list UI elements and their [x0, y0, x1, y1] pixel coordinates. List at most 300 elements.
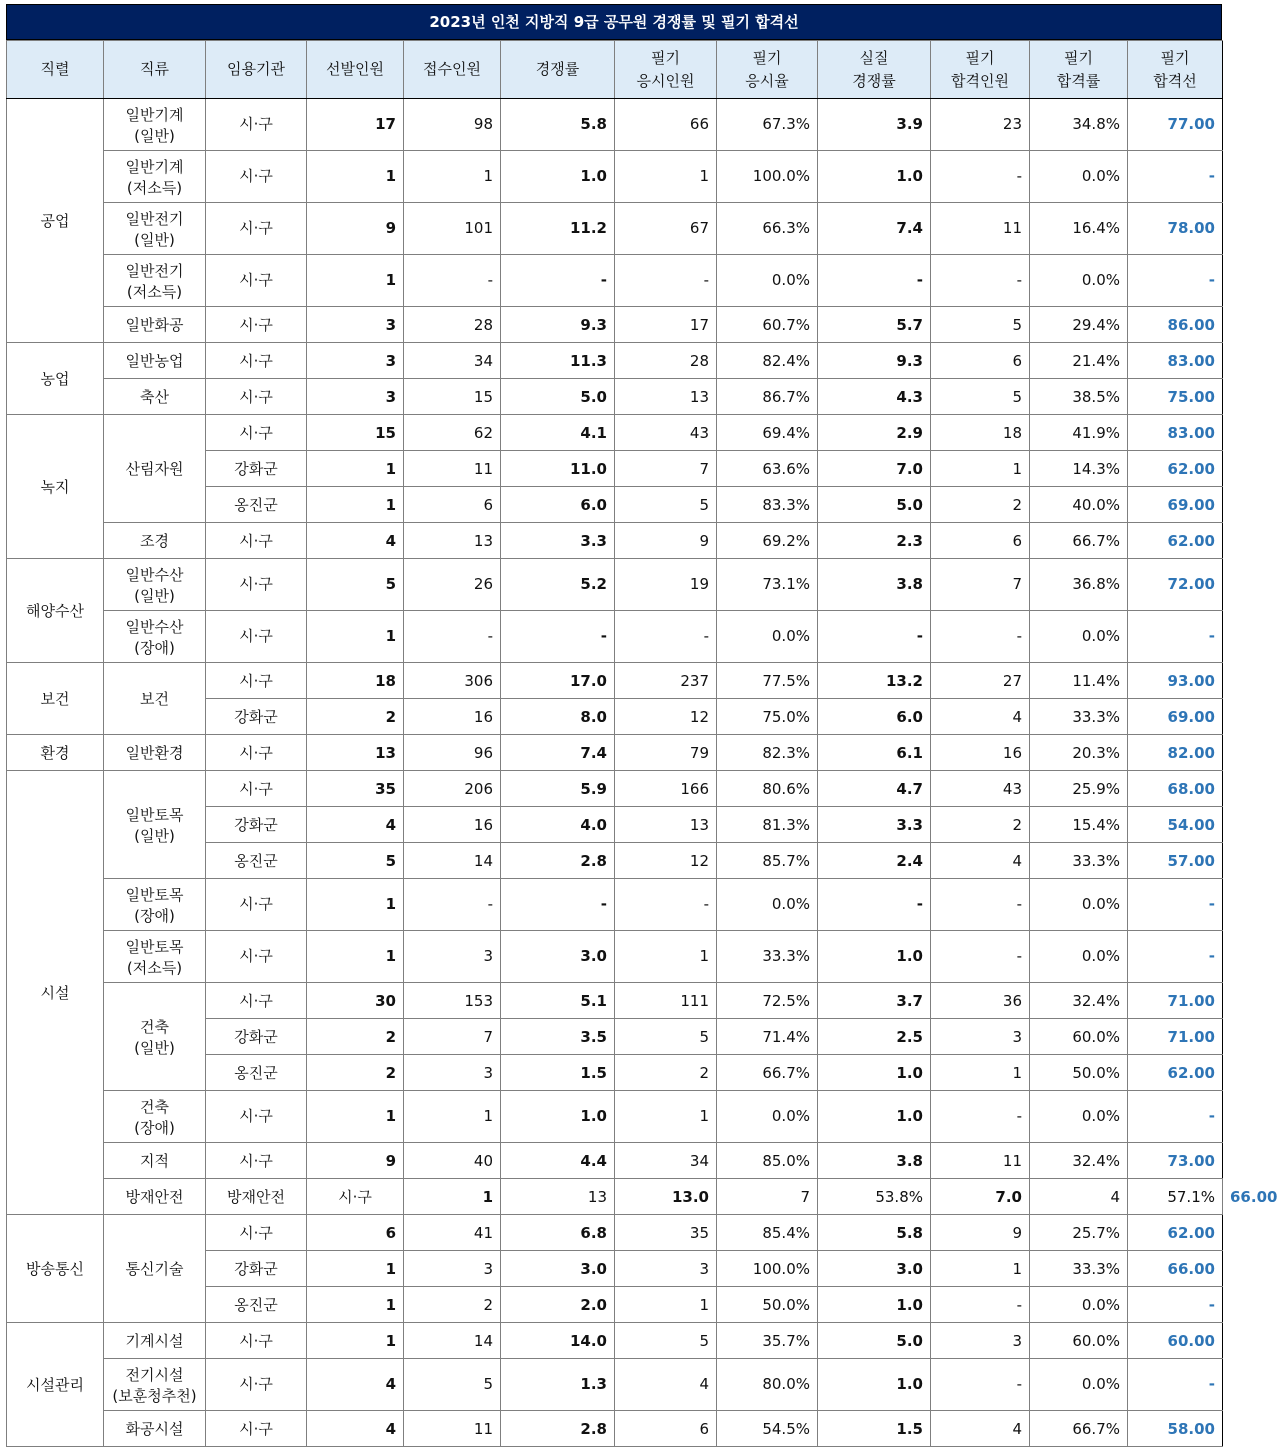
pass-rate: 14.3%	[1030, 451, 1128, 487]
kind-text: (장애)	[134, 1118, 175, 1137]
kind-text: 화공시설	[125, 1420, 184, 1438]
kind-text: 산림자원	[125, 460, 184, 478]
real-competition-rate: 4.7	[818, 771, 931, 807]
applicant-count: 62	[404, 415, 501, 451]
real-competition-rate: 3.8	[818, 1143, 931, 1179]
passed-count: 1	[931, 1251, 1030, 1287]
table-row	[7, 611, 1223, 663]
pass-rate: 60.0%	[1030, 1019, 1128, 1055]
pass-rate: 32.4%	[1030, 983, 1128, 1019]
real-competition-rate: 4.3	[818, 379, 931, 415]
applicant-count: 3	[404, 931, 501, 983]
selected-count: 4	[307, 523, 404, 559]
selected-count: 3	[307, 379, 404, 415]
kind-text: 조경	[140, 532, 169, 550]
kind-text: 일반수산	[125, 565, 184, 584]
competition-rate: 2.8	[501, 1411, 615, 1447]
pass-rate: 41.9%	[1030, 415, 1128, 451]
org-cell: 시·구	[206, 931, 307, 983]
kind-cell	[104, 879, 206, 931]
kind-cell	[104, 983, 206, 1091]
applicant-count: -	[404, 255, 501, 307]
passed-count: 4	[931, 699, 1030, 735]
selected-count: 1	[307, 931, 404, 983]
kind-text: 축산	[140, 388, 169, 406]
kind-text: (저소득)	[126, 282, 183, 301]
kind-cell	[104, 343, 206, 379]
pass-rate: 60.0%	[1030, 1323, 1128, 1359]
applicant-count: 16	[404, 807, 501, 843]
org-cell: 시·구	[206, 1143, 307, 1179]
org-cell: 시·구	[206, 1091, 307, 1143]
exam-taker-count: 12	[615, 699, 717, 735]
cutoff-score: -	[1128, 255, 1223, 307]
kind-cell	[104, 611, 206, 663]
exam-taking-rate: 67.3%	[717, 99, 818, 151]
pass-rate: 36.8%	[1030, 559, 1128, 611]
kind-cell	[104, 151, 206, 203]
series-cell: 방송통신	[7, 1215, 104, 1323]
competition-rate: 9.3	[501, 307, 615, 343]
applicant-count: 6	[404, 487, 501, 523]
kind-text: (일반)	[134, 1038, 175, 1057]
exam-taking-rate: 69.2%	[717, 523, 818, 559]
passed-count: 23	[931, 99, 1030, 151]
kind-text: 일반전기	[125, 261, 184, 280]
exam-taker-count: 4	[615, 1359, 717, 1411]
competition-table	[6, 40, 1277, 1447]
selected-count: 18	[307, 663, 404, 699]
table-row	[7, 983, 1223, 1019]
kind-text: 건축	[140, 1017, 169, 1036]
selected-count: 2	[307, 1019, 404, 1055]
selected-count: 5	[307, 843, 404, 879]
cutoff-score: 66.00	[1128, 1251, 1223, 1287]
passed-count: 3	[931, 1019, 1030, 1055]
org-cell: 시·구	[206, 203, 307, 255]
exam-taker-count: 2	[615, 1055, 717, 1091]
exam-taking-rate: 82.3%	[717, 735, 818, 771]
real-competition-rate: 7.0	[931, 1179, 1030, 1215]
table-row	[7, 735, 1223, 771]
real-competition-rate: 2.3	[818, 523, 931, 559]
org-cell: 시·구	[206, 523, 307, 559]
pass-rate: 57.1%	[1128, 1179, 1223, 1215]
real-competition-rate: 1.0	[818, 1091, 931, 1143]
org-cell: 시·구	[206, 307, 307, 343]
column-header-text: 응시율	[745, 71, 789, 90]
series-cell: 농업	[7, 343, 104, 415]
pass-rate: 50.0%	[1030, 1055, 1128, 1091]
kind-cell	[104, 771, 206, 879]
kind-text: (일반)	[134, 230, 175, 249]
org-cell: 강화군	[206, 1019, 307, 1055]
passed-count: 6	[931, 523, 1030, 559]
exam-taker-count: 43	[615, 415, 717, 451]
org-cell: 시·구	[206, 1323, 307, 1359]
selected-count: 2	[307, 1055, 404, 1091]
real-competition-rate: 3.9	[818, 99, 931, 151]
exam-taker-count: 3	[615, 1251, 717, 1287]
pass-rate: 0.0%	[1030, 1287, 1128, 1323]
column-header	[1030, 41, 1128, 99]
selected-count: 30	[307, 983, 404, 1019]
kind-text: 일반환경	[125, 744, 184, 762]
cutoff-score: 86.00	[1128, 307, 1223, 343]
exam-taking-rate: 85.0%	[717, 1143, 818, 1179]
competition-rate: -	[501, 611, 615, 663]
exam-taker-count: 5	[615, 487, 717, 523]
selected-count: 1	[307, 1287, 404, 1323]
series-cell: 해양수산	[7, 559, 104, 663]
table-row	[7, 931, 1223, 983]
passed-count: 16	[931, 735, 1030, 771]
competition-rate: 3.3	[501, 523, 615, 559]
pass-rate: 11.4%	[1030, 663, 1128, 699]
column-header	[501, 41, 615, 99]
pass-rate: 20.3%	[1030, 735, 1128, 771]
competition-rate: 2.8	[501, 843, 615, 879]
cutoff-score: -	[1128, 1359, 1223, 1411]
exam-taker-count: 7	[615, 451, 717, 487]
column-header-text: 필기	[1064, 48, 1093, 67]
column-header-text: 직렬	[40, 60, 70, 78]
real-competition-rate: 6.1	[818, 735, 931, 771]
column-header	[104, 41, 206, 99]
column-header	[931, 41, 1030, 99]
competition-rate: 11.3	[501, 343, 615, 379]
applicant-count: 11	[404, 1411, 501, 1447]
real-competition-rate: 2.9	[818, 415, 931, 451]
competition-rate: 4.0	[501, 807, 615, 843]
org-cell: 시·구	[206, 559, 307, 611]
org-cell: 시·구	[206, 379, 307, 415]
exam-taker-count: 5	[615, 1323, 717, 1359]
passed-count: 2	[931, 807, 1030, 843]
passed-count: -	[931, 1359, 1030, 1411]
applicant-count: -	[404, 611, 501, 663]
selected-count: 1	[307, 1091, 404, 1143]
applicant-count: 16	[404, 699, 501, 735]
applicant-count: 13	[501, 1179, 615, 1215]
exam-taking-rate: 100.0%	[717, 1251, 818, 1287]
kind-text: 일반기계	[125, 105, 184, 124]
real-competition-rate: 5.7	[818, 307, 931, 343]
exam-taking-rate: 33.3%	[717, 931, 818, 983]
table-row	[7, 99, 1223, 151]
applicant-count: 206	[404, 771, 501, 807]
kind-cell	[104, 1143, 206, 1179]
series-cell: 방재안전	[104, 1179, 206, 1215]
column-header	[615, 41, 717, 99]
competition-rate: 2.0	[501, 1287, 615, 1323]
applicant-count: 1	[404, 151, 501, 203]
exam-taking-rate: 35.7%	[717, 1323, 818, 1359]
exam-taking-rate: 63.6%	[717, 451, 818, 487]
column-header	[307, 41, 404, 99]
exam-taker-count: 17	[615, 307, 717, 343]
cutoff-score: 83.00	[1128, 415, 1223, 451]
exam-taking-rate: 0.0%	[717, 879, 818, 931]
exam-taker-count: 34	[615, 1143, 717, 1179]
header-row	[7, 41, 1223, 99]
applicant-count: 3	[404, 1055, 501, 1091]
competition-rate: 5.9	[501, 771, 615, 807]
competition-rate: 3.0	[501, 1251, 615, 1287]
selected-count: 3	[307, 343, 404, 379]
cutoff-score: -	[1128, 611, 1223, 663]
real-competition-rate: 3.0	[818, 1251, 931, 1287]
pass-rate: 32.4%	[1030, 1143, 1128, 1179]
cutoff-score: 71.00	[1128, 1019, 1223, 1055]
column-header-text: 실질	[859, 48, 889, 67]
applicant-count: 96	[404, 735, 501, 771]
passed-count: 9	[931, 1215, 1030, 1251]
competition-rate: 11.2	[501, 203, 615, 255]
selected-count: 1	[307, 1323, 404, 1359]
series-cell: 시설관리	[7, 1323, 104, 1447]
exam-taking-rate: 69.4%	[717, 415, 818, 451]
exam-taker-count: 19	[615, 559, 717, 611]
column-header	[404, 41, 501, 99]
exam-taker-count: 111	[615, 983, 717, 1019]
competition-rate: 17.0	[501, 663, 615, 699]
kind-text: 일반화공	[125, 316, 184, 334]
real-competition-rate: -	[818, 611, 931, 663]
kind-cell	[206, 1179, 307, 1215]
pass-rate: 29.4%	[1030, 307, 1128, 343]
selected-count: 1	[307, 151, 404, 203]
kind-cell	[104, 203, 206, 255]
exam-taking-rate: 85.4%	[717, 1215, 818, 1251]
column-header-text: 경쟁률	[535, 60, 580, 78]
kind-text: (보훈청추천)	[112, 1386, 197, 1405]
competition-rate: -	[501, 879, 615, 931]
exam-taker-count: 1	[615, 151, 717, 203]
selected-count: 1	[307, 1251, 404, 1287]
selected-count: 13	[307, 735, 404, 771]
selected-count: 1	[307, 611, 404, 663]
exam-taker-count: 166	[615, 771, 717, 807]
kind-cell	[104, 523, 206, 559]
org-cell: 강화군	[206, 699, 307, 735]
kind-cell	[104, 1411, 206, 1447]
selected-count: 4	[307, 1411, 404, 1447]
competition-rate: 5.1	[501, 983, 615, 1019]
kind-text: 일반농업	[125, 352, 184, 370]
competition-rate: 1.3	[501, 1359, 615, 1411]
org-cell: 시·구	[206, 1215, 307, 1251]
applicant-count: 28	[404, 307, 501, 343]
kind-cell	[104, 931, 206, 983]
column-header-text: 합격선	[1153, 71, 1197, 90]
selected-count: 1	[307, 451, 404, 487]
cutoff-score: 69.00	[1128, 699, 1223, 735]
cutoff-score: -	[1128, 1091, 1223, 1143]
pass-rate: 33.3%	[1030, 699, 1128, 735]
competition-rate: 5.2	[501, 559, 615, 611]
table-row	[7, 1091, 1223, 1143]
column-header-text: 임용기관	[227, 60, 285, 78]
passed-count: 7	[931, 559, 1030, 611]
exam-taking-rate: 60.7%	[717, 307, 818, 343]
exam-taking-rate: 66.3%	[717, 203, 818, 255]
kind-text: (장애)	[134, 638, 175, 657]
passed-count: -	[931, 879, 1030, 931]
cutoff-score: 78.00	[1128, 203, 1223, 255]
kind-cell	[104, 1215, 206, 1323]
exam-taking-rate: 0.0%	[717, 611, 818, 663]
passed-count: 4	[1030, 1179, 1128, 1215]
table-row	[7, 559, 1223, 611]
real-competition-rate: 13.2	[818, 663, 931, 699]
pass-rate: 38.5%	[1030, 379, 1128, 415]
real-competition-rate: 9.3	[818, 343, 931, 379]
kind-text: (장애)	[134, 906, 175, 925]
kind-cell	[104, 255, 206, 307]
exam-taking-rate: 72.5%	[717, 983, 818, 1019]
real-competition-rate: 3.8	[818, 559, 931, 611]
cutoff-score: 57.00	[1128, 843, 1223, 879]
table-row	[7, 1215, 1223, 1251]
real-competition-rate: -	[818, 879, 931, 931]
passed-count: 1	[931, 451, 1030, 487]
org-cell: 강화군	[206, 451, 307, 487]
applicant-count: 1	[404, 1091, 501, 1143]
applicant-count: 40	[404, 1143, 501, 1179]
pass-rate: 21.4%	[1030, 343, 1128, 379]
table-container	[6, 4, 1277, 1447]
exam-taking-rate: 50.0%	[717, 1287, 818, 1323]
competition-rate: 4.1	[501, 415, 615, 451]
exam-taker-count: -	[615, 879, 717, 931]
exam-taker-count: 9	[615, 523, 717, 559]
exam-taking-rate: 71.4%	[717, 1019, 818, 1055]
cutoff-score: 77.00	[1128, 99, 1223, 151]
competition-rate: 1.0	[501, 1091, 615, 1143]
org-cell: 옹진군	[206, 1287, 307, 1323]
passed-count: 1	[931, 1055, 1030, 1091]
passed-count: -	[931, 255, 1030, 307]
competition-rate: 7.4	[501, 735, 615, 771]
applicant-count: 101	[404, 203, 501, 255]
org-cell: 시·구	[206, 879, 307, 931]
passed-count: 5	[931, 307, 1030, 343]
column-header	[7, 41, 104, 99]
competition-rate: 1.0	[501, 151, 615, 203]
selected-count: 1	[307, 879, 404, 931]
real-competition-rate: 7.4	[818, 203, 931, 255]
cutoff-score: 62.00	[1128, 1055, 1223, 1091]
selected-count: 3	[307, 307, 404, 343]
applicant-count: 41	[404, 1215, 501, 1251]
kind-text: 지적	[140, 1152, 169, 1170]
exam-taking-rate: 100.0%	[717, 151, 818, 203]
cutoff-score: 62.00	[1128, 451, 1223, 487]
real-competition-rate: 1.0	[818, 151, 931, 203]
applicant-count: 14	[404, 843, 501, 879]
exam-taker-count: 79	[615, 735, 717, 771]
cutoff-score: 68.00	[1128, 771, 1223, 807]
column-header-text: 선발인원	[326, 60, 384, 78]
column-header	[717, 41, 818, 99]
table-row	[7, 415, 1223, 451]
table-title: 2023년 인천 지방직 9급 공무원 경쟁률 및 필기 합격선	[6, 4, 1222, 40]
kind-text: 일반토목	[125, 805, 184, 824]
competition-rate: 6.8	[501, 1215, 615, 1251]
real-competition-rate: 1.0	[818, 1359, 931, 1411]
org-cell: 시·구	[206, 343, 307, 379]
column-header-text: 응시인원	[636, 71, 695, 90]
competition-rate: 1.5	[501, 1055, 615, 1091]
table-row	[7, 151, 1223, 203]
kind-text: (일반)	[134, 126, 175, 145]
exam-taker-count: 13	[615, 807, 717, 843]
competition-rate: 4.4	[501, 1143, 615, 1179]
table-row	[7, 1143, 1223, 1179]
pass-rate: 66.7%	[1030, 1411, 1128, 1447]
competition-rate: -	[501, 255, 615, 307]
kind-text: (저소득)	[126, 178, 183, 197]
selected-count: 2	[307, 699, 404, 735]
kind-cell	[104, 415, 206, 523]
org-cell: 시·구	[206, 1411, 307, 1447]
kind-text: 기계시설	[125, 1332, 184, 1350]
cutoff-score: 71.00	[1128, 983, 1223, 1019]
cutoff-score: 54.00	[1128, 807, 1223, 843]
real-competition-rate: 1.0	[818, 1287, 931, 1323]
real-competition-rate: 7.0	[818, 451, 931, 487]
kind-cell	[104, 379, 206, 415]
org-cell: 옹진군	[206, 1055, 307, 1091]
applicant-count: 26	[404, 559, 501, 611]
table-row	[7, 343, 1223, 379]
selected-count: 1	[404, 1179, 501, 1215]
exam-taker-count: 35	[615, 1215, 717, 1251]
applicant-count: 34	[404, 343, 501, 379]
passed-count: 6	[931, 343, 1030, 379]
cutoff-score: 62.00	[1128, 523, 1223, 559]
pass-rate: 34.8%	[1030, 99, 1128, 151]
selected-count: 4	[307, 1359, 404, 1411]
cutoff-score: 93.00	[1128, 663, 1223, 699]
pass-rate: 25.7%	[1030, 1215, 1128, 1251]
org-cell: 시·구	[206, 99, 307, 151]
cutoff-score: 75.00	[1128, 379, 1223, 415]
column-header-text: 합격인원	[951, 71, 1009, 90]
exam-taker-count: 67	[615, 203, 717, 255]
passed-count: 4	[931, 1411, 1030, 1447]
column-header-text: 합격률	[1056, 71, 1101, 90]
column-header-text: 필기	[651, 48, 680, 67]
pass-rate: 33.3%	[1030, 843, 1128, 879]
table-row	[7, 523, 1223, 559]
exam-taking-rate: 73.1%	[717, 559, 818, 611]
org-cell: 시·구	[206, 255, 307, 307]
column-header-text: 필기	[965, 48, 995, 67]
table-row	[7, 307, 1223, 343]
selected-count: 17	[307, 99, 404, 151]
kind-text: 건축	[140, 1097, 169, 1116]
applicant-count: 13	[404, 523, 501, 559]
cutoff-score: -	[1128, 879, 1223, 931]
passed-count: -	[931, 151, 1030, 203]
selected-count: 15	[307, 415, 404, 451]
pass-rate: 16.4%	[1030, 203, 1128, 255]
kind-cell	[104, 559, 206, 611]
column-header	[818, 41, 931, 99]
passed-count: 5	[931, 379, 1030, 415]
